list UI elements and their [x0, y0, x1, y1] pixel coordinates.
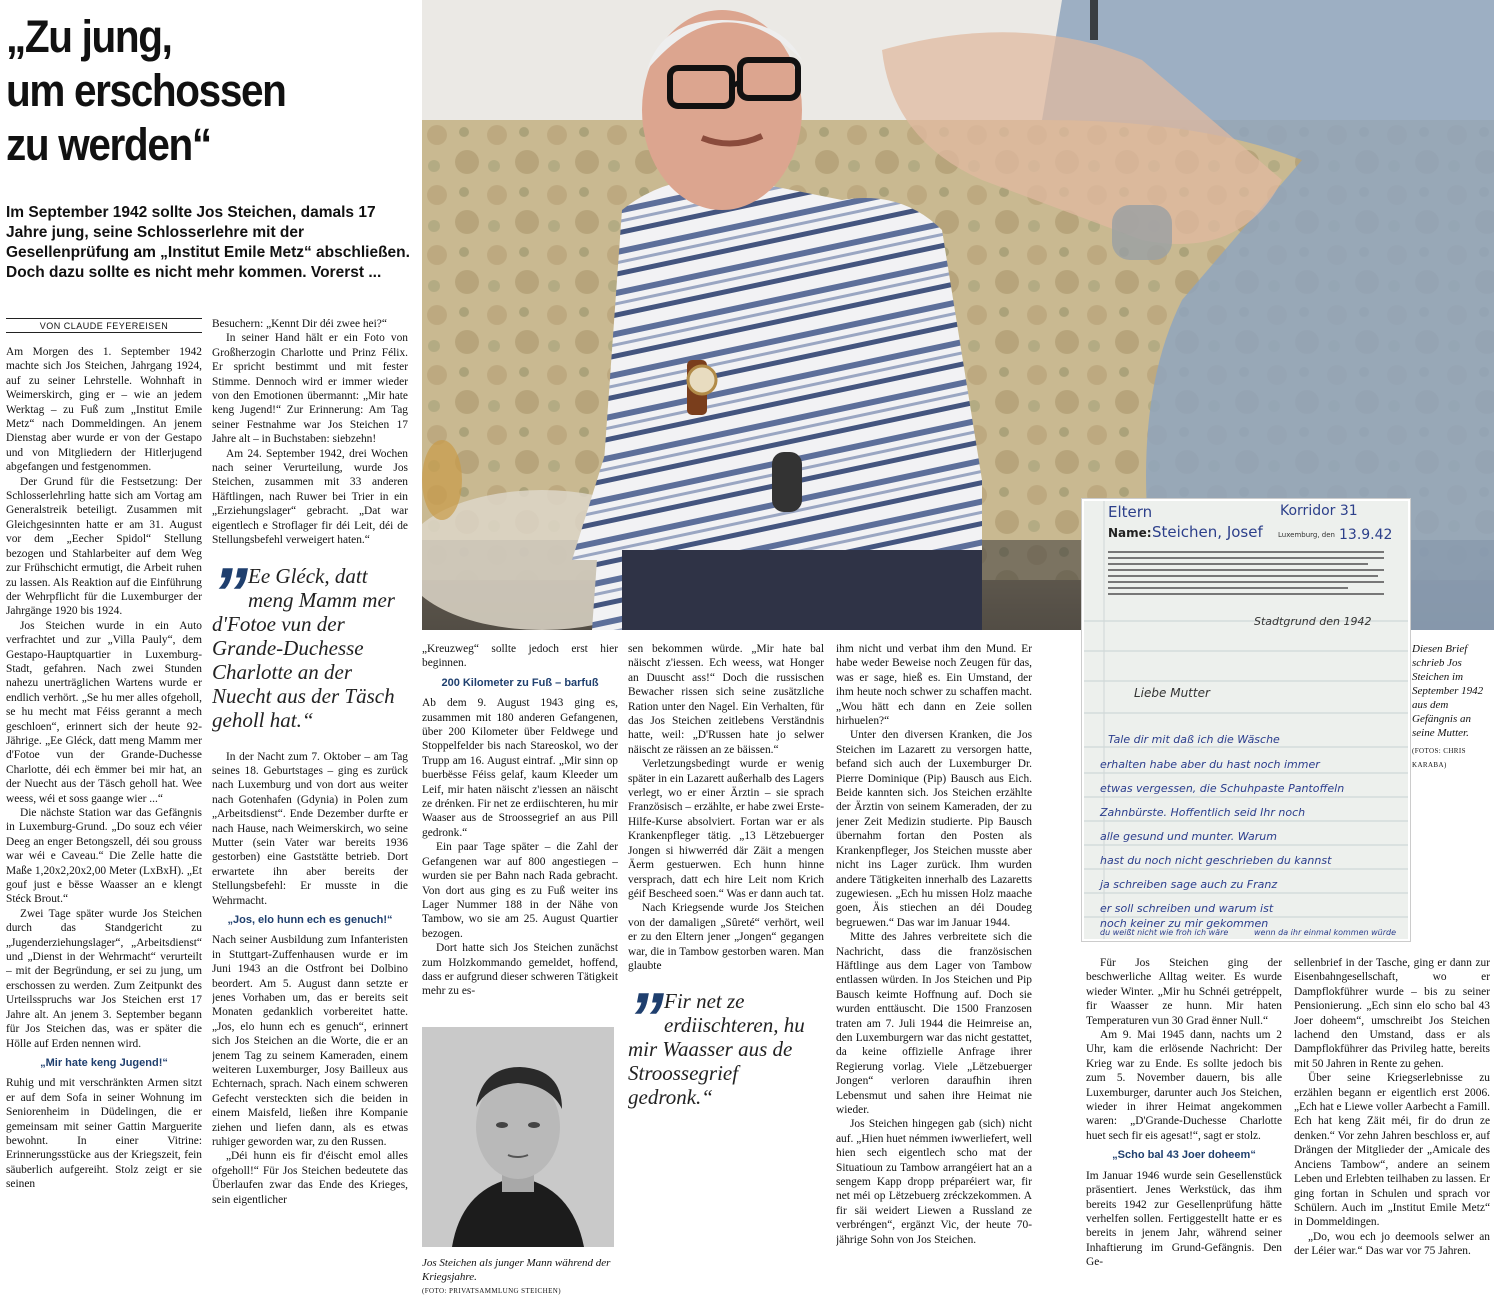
paragraph: Nach Kriegsende wurde Jos Steichen von der damaligen „Sûreté“ verhört, weil er zu den Eltern jener „Jongen“ gegangen war, die in Tambow gestorben waren. Man glaubte: [628, 902, 824, 972]
quote-mark-icon: ”: [628, 979, 658, 1060]
letter-photo: [1082, 499, 1410, 941]
headline-line-1: „Zu jung,: [6, 11, 172, 62]
paragraph: Jos Steichen wurde in ein Auto verfrachtet und zur „Villa Pauly“, dem Gestapo-Hauptquartier in Luxemburg-Stadt, gefahren. Nach zwei Stunden nahezu unerträglichen Wartens wurde er endlich verhört. „Se hu mer alles ofgeholl, se hu mecht mat Féiss gerannt a mech geschloen“, erinnert sich der heute 92-Jährige. „Ee Gléck, datt meng Mamm mer d'Fotoe vun der Grande-Duchesse Charlotte, déi ech ëmmer bei mir hat, an der Nuecht aus der Täsch geholl hat. Wee weess, wéi et soss gaange wier ...“: [6, 619, 202, 805]
paragraph: sellenbrief in der Tasche, ging er dann zur Eisenbahngesellschaft, wo er Dampflokführer wurde – bis zu seiner Pensionierung. „Ech sinn elo scho bal 43 Joer doheem“, umschreibt Jos Steichen lachend den Umstand, dass er als Dampflokführer das Privileg hatte, bereits mit 50 Jahren in Rente zu gehen.: [1294, 957, 1490, 1070]
subheading: „Mir hate keng Jugend!“: [40, 1056, 168, 1069]
paragraph: Der Grund für die Festsetzung: Der Schlosserlehrling hatte sich am Vortag am Generalstreik beteiligt. Zusammen mit Gleichgesinnten hatte er am 31. August vor dem „Eecher Spidol“ Stellung bezogen und Stahlarbeiter auf dem Weg zur Frühschicht ermutigt, die Arbeit ruhen zu lassen. Als Reaktion auf die Einführung der Wehrpflicht für die Luxemburger der Jahrgänge 1920 bis 1924.: [6, 475, 202, 618]
paragraph: „Kreuzweg“ sollte jedoch erst hier beginnen.: [422, 643, 618, 670]
headline-line-2: um erschossen: [6, 65, 286, 116]
portrait-credit: (FOTO: PRIVATSAMMLUNG STEICHEN): [422, 1287, 561, 1295]
letter-line: Zahnbürste. Hoffentlich seid Ihr noch: [1100, 806, 1306, 819]
headline: [6, 10, 375, 172]
paragraph: Ruhig und mit verschränkten Armen sitzt er auf dem Sofa in seiner Wohnung im Seniorenheim in Düdelingen, die er gemeinsam mit seiner Gattin Marguerite bewohnt. In einer Vitrine: Erinnerungsstücke aus der Kriegszeit, fein säuberlich aufgereiht. Stolz zeigt er sie seinen: [6, 1077, 202, 1191]
paragraph: Im Januar 1946 wurde sein Gesellenstück präsentiert. Jenes Werkstück, das ihm bereits 1942 zur Gesellenprüfung hätte verhelfen sollen. Fertiggestellt hatte er es bereits in jenem Jahr, während seiner Inhaftierung im Grund-Gefängnis. Den Ge-: [1086, 1169, 1282, 1269]
paragraph: Für Jos Steichen ging der beschwerliche Alltag weiter. Es wurde wieder Winter. „Mir hu Schnéi getréppelt, fir Waasser ze hunn. Mir haten Temperaturen vun 30 Grad ënner Null.“: [1086, 957, 1282, 1027]
portrait-illustration: [422, 1027, 614, 1247]
letter-top-left: Eltern: [1108, 503, 1153, 521]
pull-quote-text: Fir net ze erdiischteren, hu mir Waasser aus de Stroossegrief gedronk.“: [628, 989, 805, 1110]
subheading: „Jos, elo hunn ech es genuch!“: [227, 913, 393, 926]
paragraph: Ein paar Tage später – die Zahl der Gefangenen war auf 800 angestiegen – wurden sie per Bahn nach Rada gebracht. Von dort aus ging es zu Fuß weiter ins Lager Nummer 188 in der Nähe von Tambow, wo sie am 25. August Quartier bezogen.: [422, 841, 618, 940]
portrait-caption: [422, 1256, 614, 1298]
letter-name-label: Name:: [1108, 526, 1152, 540]
letter-top-right: Korridor 31: [1280, 503, 1358, 519]
paragraph: Am Morgen des 1. September 1942 machte sich Jos Steichen, Jahrgang 1924, auf zu seiner Lehrstelle. Wohnhaft in Weimerskirch, ging er – wie an jedem Werktag – zu Fuß zum „Institut Emile Metz“ nach Dommeldingen. An jenem Dienstag aber wurde er von der Gestapo und von Mitgliedern der Hitlerjugend abgefangen und festgenommen.: [6, 346, 202, 474]
paragraph: „Do, wou ech jo deemools selwer an der Léier war.“ Das war vor 75 Jahren.: [1294, 1230, 1490, 1258]
pull-quote-text: Ee Gléck, datt meng Mamm mer d'Fotoe vun der Grande-Duchesse Charlotte an der Nuecht aus der Täsch geholl hat.“: [212, 563, 395, 732]
paragraph: Die nächste Station war das Gefängnis in Luxemburg-Grund. „Do souz ech véier Deeg an enger Betongszell, déi sou grouss war wéi e Caveau.“ Die Zelle hatte die Maße 1,20x2,20x2,00 Meter (LxBxH). „Et gouf just e bësse Waasser an e klengt Stéck Brout.“: [6, 807, 202, 906]
quote-mark-icon: ”: [212, 553, 242, 634]
letter-line: erhalten habe aber du hast noch immer: [1100, 758, 1320, 771]
letter-name-value: Steichen, Josef: [1152, 523, 1263, 541]
letter-line: etwas vergessen, die Schuhpaste Pantoffeln: [1100, 782, 1345, 795]
letter-line: wenn da ihr einmal kommen würde: [1254, 928, 1397, 937]
letter-credit: (FOTOS: CHRIS KARABA): [1412, 747, 1466, 769]
letter-line: du weißt nicht wie froh ich wäre: [1100, 928, 1229, 937]
letter-caption: [1412, 642, 1492, 772]
paragraph: „Déi hunn eis fir d'éischt emol alles ofgeholl!“ Für Jos Steichen bedeutete das Überlaufen zwar das Ende des Krieges, sein eigentlicher: [212, 1150, 408, 1206]
article-column-1: [6, 345, 202, 1303]
letter-place-date: Stadtgrund den 1942: [1254, 615, 1372, 628]
paragraph: Ab dem 9. August 1943 ging es, zusammen mit 180 anderen Gefangenen, über 200 Kilometer über Feldwege und Stoppelfelder bis nach Stareoskol, wo der Trupp am 16. August eintraf. „Mir sinn op buerbësse Féiss gelaf, kaum Kleeder um Leif, mir haten näischt z'iessen an näischt ze drénken. Fir net ze erdiischteren, hu mir Waaser aus de Stroossegrief an aus Pill gedronk.“: [422, 697, 618, 839]
pull-quote: [212, 553, 408, 732]
paragraph: Dort hatte sich Jos Steichen zunächst zum Holzkommando gemeldet, hoffend, dass er aufgrund dieser schweren Tätigkeit mehr zu es-: [422, 942, 618, 998]
paragraph: In seiner Hand hält er ein Foto von Großherzogin Charlotte und Prinz Félix. Er spricht bestimmt und mit fester Stimme. Dennoch wird er immer wieder von den Emotionen übermannt: „Mir hate keng Jugend!“ Zur Erinnerung: Am Tag seiner Festnahme war Jos Steichen 17 Jahre alt – in Buchstaben: siebzehn!: [212, 332, 408, 446]
letter-line: noch keiner zu mir gekommen: [1100, 917, 1269, 930]
portrait-caption-text: Jos Steichen als junger Mann während der Kriegsjahre.: [422, 1257, 611, 1283]
article-column-4: [628, 642, 824, 1303]
letter-line: hast du noch nicht geschrieben du kannst: [1100, 854, 1332, 867]
subheading: „Scho bal 43 Joer doheem“: [1112, 1149, 1256, 1162]
letter-line: er soll schreiben und warum ist: [1100, 902, 1274, 915]
portrait-photo: [422, 1027, 614, 1247]
paragraph: In der Nacht zum 7. Oktober – am Tag seines 18. Geburtstages – ging es zurück nach Luxemburg und von dort aus weiter nach Gotenhafen (Gdynia) in Polen zum „Arbeitsdienst“. Ende Dezember durfte er nach Hause, nach Weimerskirch, wo seine Mutter (sein Vater war bereits 1936 gestorben) eine Gaststätte betrieb. Dort erwartete ihn aber bereits der Stellungsbefehl: Er musste in die Wehrmacht.: [212, 750, 408, 907]
subheading: 200 Kilometer zu Fuß – barfuß: [441, 676, 599, 689]
byline: VON CLAUDE FEYEREISEN: [6, 318, 202, 333]
paragraph: Zwei Tage später wurde Jos Steichen durch das Standgericht zu „Jugenderziehungslager“, „Arbeitsdienst“ und „Dienst in der Wehrmacht“ verurteilt – mit der Begründung, er sei zu jung, um erschossen zu werden. Zum Zeitpunkt des Urteilsspruchs war Jos Steichen erst 17 Jahre alt. An jenem 3. September begann für Jos Steichen das, was er später die Hölle auf Erden nennen wird.: [6, 907, 202, 1050]
article-column-7: [1294, 956, 1490, 1303]
paragraph: Jos Steichen hingegen gab (sich) nicht auf. „Hien huet némmen iwwerliefert, well hien sech eigentlech scho mat der Situatioun zu Tambow arrangéiert hat an a sengem Kapp dropp préparéiert war, fir net méi op Lëtzebuerg zréckzekommen. A fir säi weidert Liewen a Russland ze verbréngen“, ergänzt Vic, der heute 70-jährige Sohn von Jos Steichen.: [836, 1118, 1032, 1246]
paragraph: Am 9. Mai 1945 dann, nachts um 2 Uhr, kam die erlösende Nachricht: Der Krieg war zu Ende. Es sollte jedoch bis zum 5. November dauern, bis alle Luxemburger, darunter auch Jos Steichen, wieder in ihrer Heimat angekommen waren: „D'Grande-Duchesse Charlotte huet sech fir eis agesat!“, sagt er stolz.: [1086, 1029, 1282, 1142]
lead-paragraph: Im September 1942 sollte Jos Steichen, damals 17 Jahre jung, seine Schlosserlehre mit der Gesellenprüfung am „Institut Emile Metz“ abschließen. Doch dazu sollte es nicht mehr kommen. Vorerst ...: [6, 204, 410, 281]
article-column-6: [1086, 956, 1282, 1303]
paragraph: Unter den diversen Kranken, die Jos Steichen im Lazarett zu versorgen hatte, befand sich auch der Luxemburger Dr. Pierre Dominique (Pip) Bausch aus Eich. Beide kannten sich. Jos Steichen erzählte der Ärztin von seinem Kameraden, der zu jener Zeit Medizin studierte. Pip Bausch übernahm fortan den Posten als Krankenpfleger, Jos Steichen musste aber nicht ins Lager zurück. Ihm wurden andere Tätigkeiten innerhalb des Lazaretts zugewiesen. „Ech hu missen Holz maache goen, Äis stiechen an déi Doudeg begruewen.“ Das war im Januar 1944.: [836, 729, 1032, 929]
paragraph: Mitte des Jahres verbreitete sich die Nachricht, dass die französischen Häftlinge aus dem Lager von Tambow entlassen würden. In Jos Steichen und Pip Bausch keimte Hoffnung auf. Doch sie wurden enttäuscht. Die 1500 Franzosen traten am 7. Juli 1944 die Heimreise an, den Luxemburgern war das nicht gestattet, da keine offizielle Anfrage ihrer Regierung vorlag. Viele „Lëtzebuerger Jongen“ verloren daraufhin ihren Lebensmut und sahen ihre Heimat nie wieder.: [836, 931, 1032, 1116]
letter-caption-text: Diesen Brief schrieb Jos Steichen im September 1942 aus dem Gefängnis an seine Mutter.: [1412, 643, 1484, 739]
letter-line: ja schreiben sage auch zu Franz: [1100, 878, 1278, 891]
paragraph: Nach seiner Ausbildung zum Infanteristen in Stuttgart-Zuffenhausen wurde er im Juni 1943 an die Ostfront bei Dolbino beordert. Am 5. August dann setzte er jenes Vorhaben um, das er bereits seit Monaten gedanklich vorbereitet hatte. „Jos, elo hunn ech es genuch“, erinnert sich Jos Steichen an die Worte, die er an jenem Tag zu seinem Kameraden, einem weiteren Luxemburger, Josy Bailleux aus Echternach, sprach. Nach einem schweren Gefecht versteckten sich die beiden in einem Maisfeld, ließen ihre Kompanie ziehen und liefen dann, als es etwas ruhiger geworden war, zu den Russen.: [212, 934, 408, 1149]
headline-line-3: zu werden“: [6, 119, 211, 170]
letter-place-label: Luxemburg, den: [1278, 531, 1335, 539]
paragraph: sen bekommen würde. „Mir hate bal näischt z'iessen. Ech weess, wat Honger an Duuscht ass!“ Doch die russischen Bewacher rissen sich seine zusätzliche Ration unter den Nagel. Ein Verhalten, für das Jos Steichen zeitlebens Verständnis hatte, weil: „D'Russen hate jo selwer näischt ze räissen an ze bäissen.“: [628, 643, 824, 756]
article-column-5: [836, 642, 1032, 1303]
pull-quote: [628, 979, 824, 1110]
paragraph: Über seine Kriegserlebnisse zu erzählen begann er eigentlich erst 2006. „Ech hat e Liewe voller Aarbecht a Famill. Ech hat keng Zäit méi, fir do drun ze denken.“ Vor zehn Jahren beschloss er, auf Drängen der Mitglieder der „Amicale des Anciens Tambow“, andere an seinem Leben und Erlebten teilhaben zu lassen. Er ging fortan in Schulen und sprach vor Schülern. Auch im „Institut Emile Metz“ in Dommeldingen.: [1294, 1072, 1490, 1229]
article-column-2: [212, 317, 408, 1303]
paragraph: ihm nicht und verbat ihm den Mund. Er habe weder Beweise noch Zeugen für das, was er sage, hieß es. Ein Umstand, der ihm heute noch schwer zu schaffen macht. „Wou hätt ech dann en Zeie sollen hirhuelen?“: [836, 643, 1032, 728]
paragraph: Am 24. September 1942, drei Wochen nach seiner Verurteilung, wurde Jos Steichen, zusammen mit 33 anderen Häftlingen, nach Ruwer bei Trier in ein „Erziehungslager“ gebracht. „Dat war eigentlech e Stroflager fir déi Leit, déi de Stellungsbefehl verweigert haten.“: [212, 447, 408, 547]
paragraph: Besuchern: „Kennt Dir déi zwee hei?“: [212, 318, 387, 330]
letter-greeting: Liebe Mutter: [1134, 686, 1210, 700]
letter-document: [1084, 501, 1408, 939]
article-column-3: [422, 642, 618, 1022]
letter-line: alle gesund und munter. Warum: [1100, 830, 1277, 843]
letter-line: Tale dir mit daß ich die Wäsche: [1108, 733, 1280, 746]
paragraph: Verletzungsbedingt wurde er wenig später in ein Lazarett außerhalb des Lagers verlegt, wo er einer Ärztin – sie sprach Französisch – erzählte, er habe zwei Erste-Hilfe-Kurse absolviert. Fortan war er als Krankenpfleger tätig. „13 Lëtzebuerger Jongen si hiwwerréd där Zäit a mengen Äerm gestuerwen. Ech hunn hinne versprach, datt ech hire Leit nom Krich géif Bescheed soen.“ Was er dann auch tat.: [628, 758, 824, 900]
letter-date: 13.9.42: [1339, 527, 1393, 543]
